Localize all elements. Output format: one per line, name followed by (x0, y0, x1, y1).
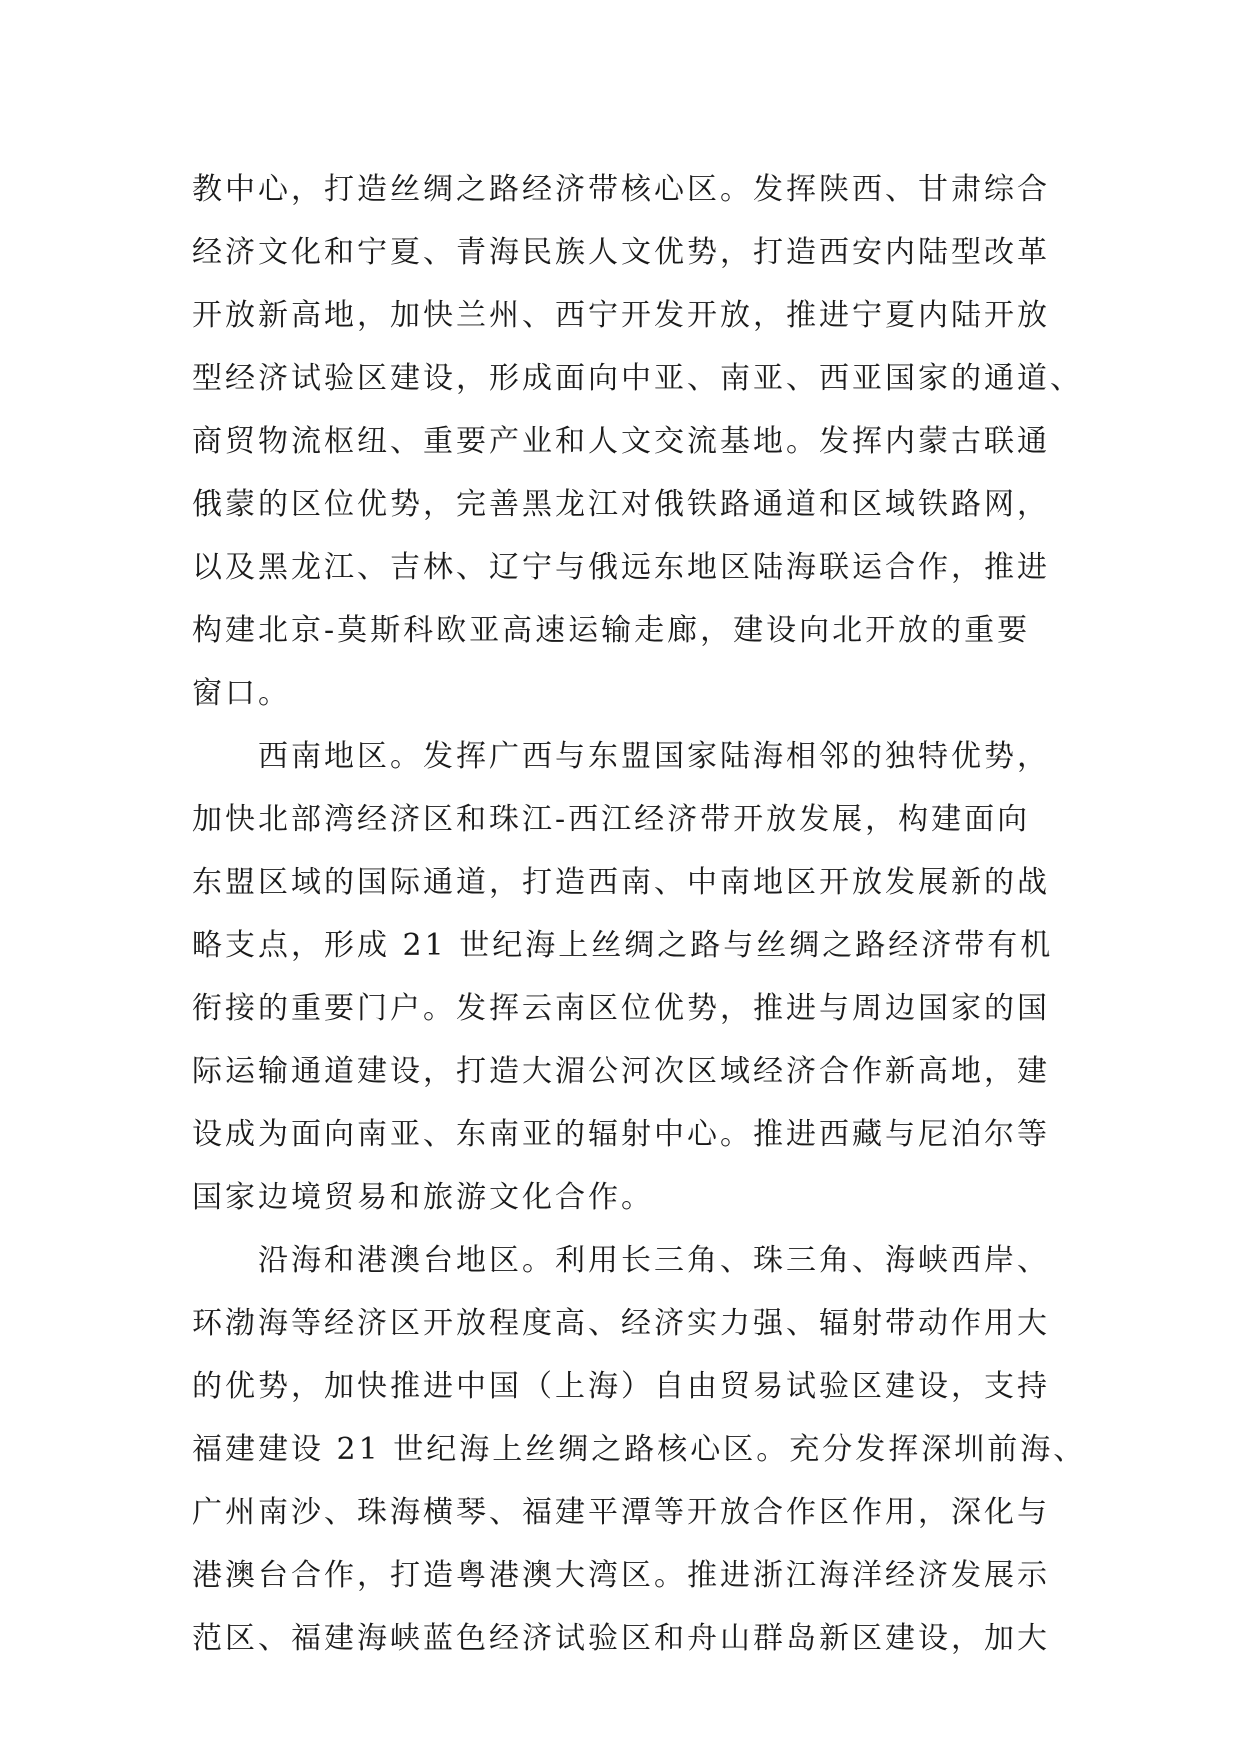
text-line: 经济文化和宁夏、青海民族人文优势，打造西安内陆型改革 (192, 235, 1050, 270)
text-line: 商贸物流枢纽、重要产业和人文交流基地。发挥内蒙古联通 (192, 424, 1050, 459)
text-line: 开放新高地，加快兰州、西宁开发开放，推进宁夏内陆开放 (192, 298, 1050, 333)
text-line: 范区、福建海峡蓝色经济试验区和舟山群岛新区建设，加大 (192, 1621, 1050, 1656)
text-line: 福建建设 21 世纪海上丝绸之路核心区。充分发挥深圳前海、 (192, 1432, 1087, 1467)
text-line: 广州南沙、珠海横琴、福建平潭等开放合作区作用，深化与 (192, 1495, 1050, 1530)
text-line: 环渤海等经济区开放程度高、经济实力强、辐射带动作用大 (192, 1306, 1050, 1341)
paragraph-southwest (192, 725, 1062, 1229)
text-line: 略支点，形成 21 世纪海上丝绸之路与丝绸之路经济带有机 (192, 928, 1054, 963)
document-body (192, 158, 1087, 1670)
text-line: 教中心，打造丝绸之路经济带核心区。发挥陕西、甘肃综合 (192, 172, 1050, 207)
text-line: 际运输通道建设，打造大湄公河次区域经济合作新高地，建 (192, 1054, 1050, 1089)
paragraph-coastal-hk-macao-taiwan (192, 1229, 1087, 1670)
text-line: 以及黑龙江、吉林、辽宁与俄远东地区陆海联运合作，推进 (192, 550, 1050, 585)
text-line: 西南地区。发挥广西与东盟国家陆海相邻的独特优势， (258, 739, 1050, 774)
text-line: 港澳台合作，打造粤港澳大湾区。推进浙江海洋经济发展示 (192, 1558, 1050, 1593)
text-line: 国家边境贸易和旅游文化合作。 (192, 1180, 654, 1215)
text-line: 衔接的重要门户。发挥云南区位优势，推进与周边国家的国 (192, 991, 1050, 1026)
text-line: 东盟区域的国际通道，打造西南、中南地区开放发展新的战 (192, 865, 1050, 900)
text-line: 俄蒙的区位优势，完善黑龙江对俄铁路通道和区域铁路网， (192, 487, 1050, 522)
text-line: 窗口。 (192, 676, 291, 711)
text-line: 沿海和港澳台地区。利用长三角、珠三角、海峡西岸、 (258, 1243, 1050, 1278)
text-line: 加快北部湾经济区和珠江-西江经济带开放发展，构建面向 (192, 802, 1031, 837)
text-line: 型经济试验区建设，形成面向中亚、南亚、西亚国家的通道、 (192, 361, 1083, 396)
text-line: 构建北京-莫斯科欧亚高速运输走廊，建设向北开放的重要 (192, 613, 1031, 648)
text-line: 设成为面向南亚、东南亚的辐射中心。推进西藏与尼泊尔等 (192, 1117, 1050, 1152)
paragraph-northwest-northeast (192, 158, 1083, 725)
text-line: 的优势，加快推进中国（上海）自由贸易试验区建设，支持 (192, 1369, 1050, 1404)
